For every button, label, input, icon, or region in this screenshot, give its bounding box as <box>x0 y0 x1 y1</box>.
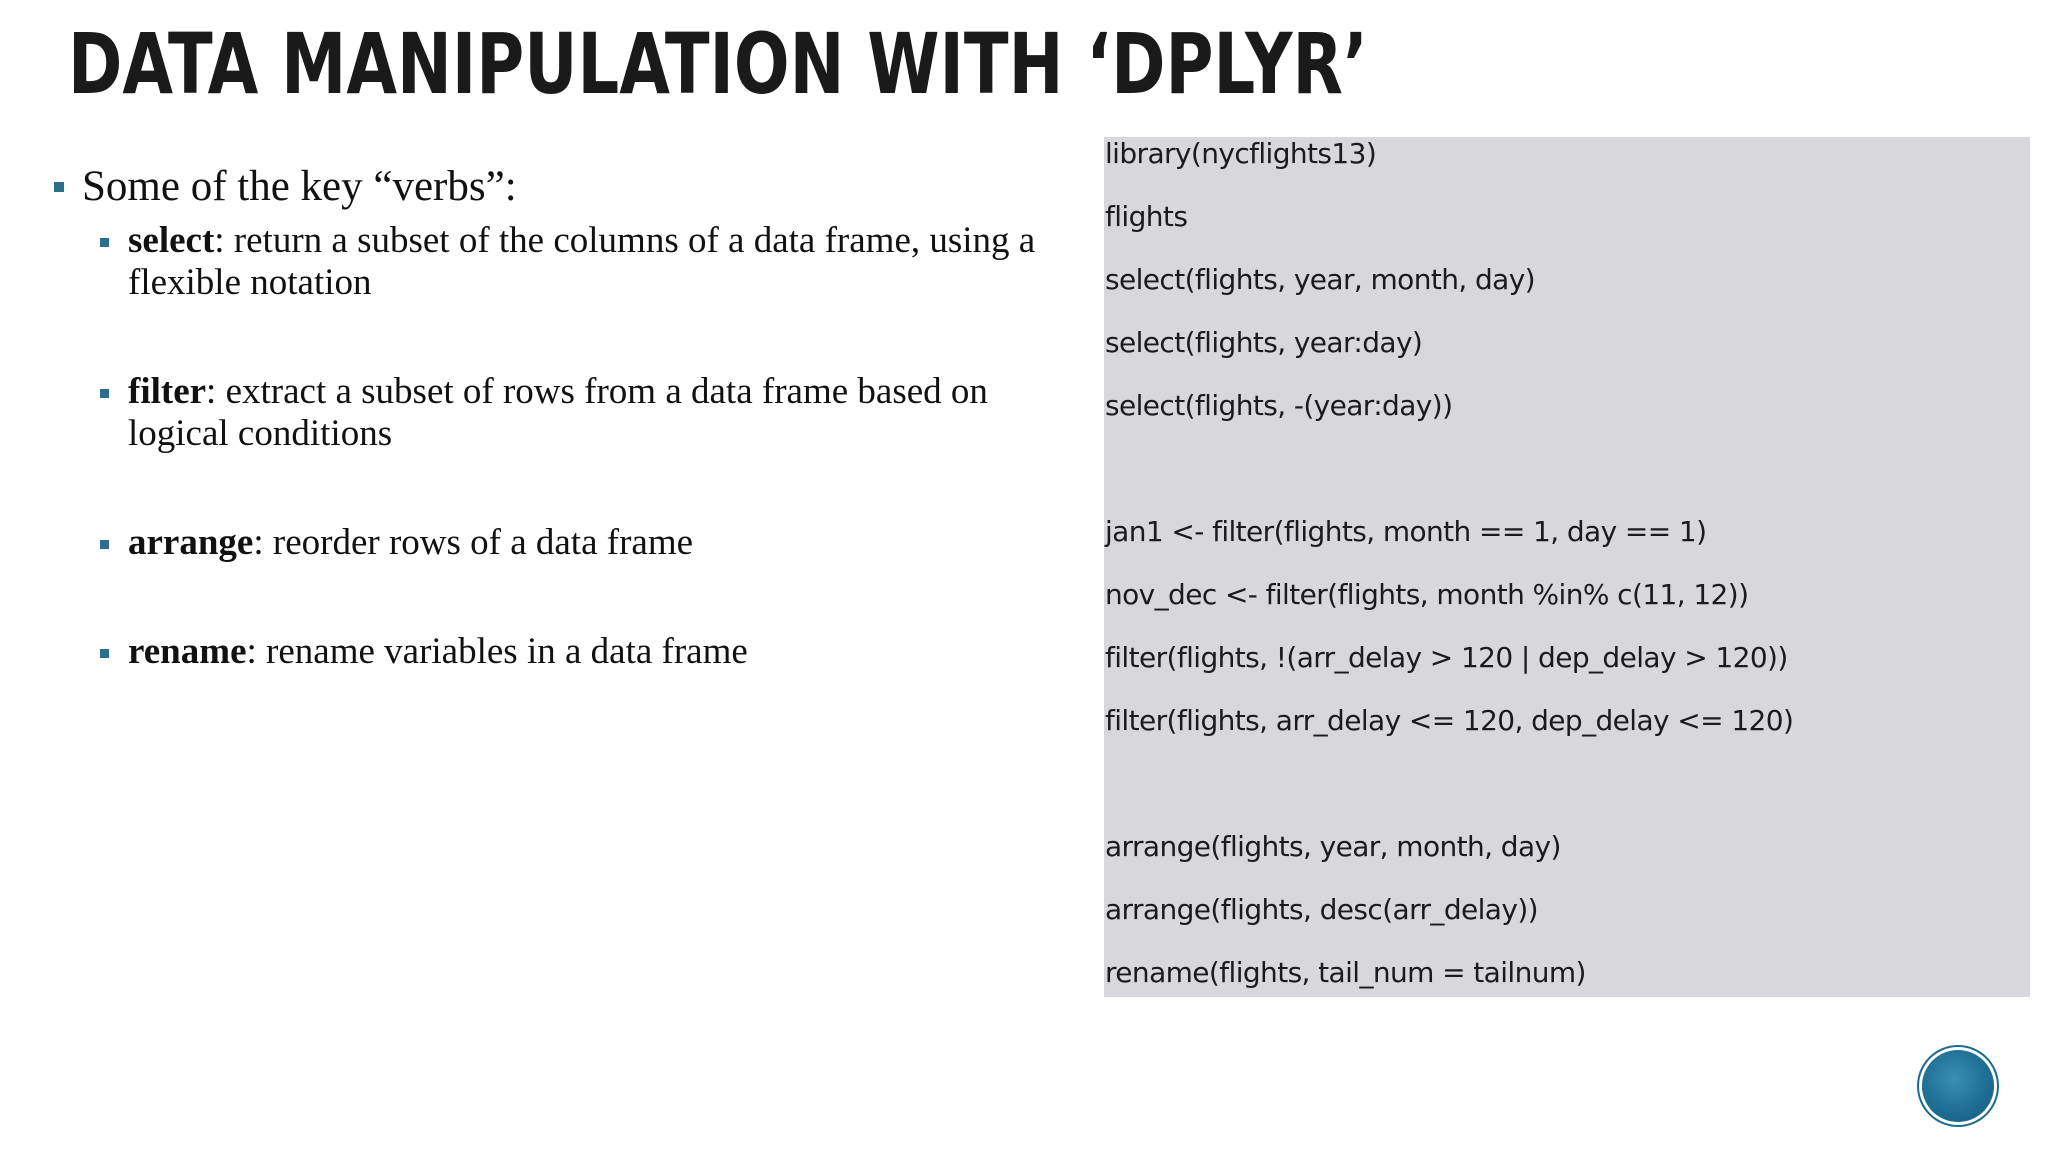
code-line: rename(flights, tail_num = tailnum) <box>1105 956 1586 989</box>
square-bullet-icon <box>54 182 64 192</box>
code-line: filter(flights, !(arr_delay > 120 | dep_delay > 120)) <box>1105 641 1788 674</box>
circle-logo-icon <box>1922 1050 1994 1122</box>
verb-rename <box>98 631 1050 673</box>
intro-text: Some of the key “verbs”: <box>82 163 517 210</box>
verb-desc: : extract a subset of rows from a data frame based on logical conditions <box>128 371 988 454</box>
code-line: select(flights, year, month, day) <box>1105 263 1535 296</box>
code-line: library(nycflights13) <box>1105 137 1377 170</box>
square-bullet-icon <box>100 389 109 398</box>
verb-term: select <box>128 220 215 261</box>
verb-term: arrange <box>128 522 254 563</box>
square-bullet-icon <box>100 540 109 549</box>
verb-filter <box>98 371 1050 455</box>
verb-arrange <box>98 522 1050 564</box>
code-line: nov_dec <- filter(flights, month %in% c(11, 12)) <box>1105 578 1749 611</box>
verb-desc: : rename variables in a data frame <box>246 631 748 672</box>
code-line: filter(flights, arr_delay <= 120, dep_delay <= 120) <box>1105 704 1794 737</box>
verb-desc: : reorder rows of a data frame <box>253 522 694 563</box>
verb-term: filter <box>128 371 207 412</box>
square-bullet-icon <box>100 238 109 247</box>
verb-desc: : return a subset of the columns of a data frame, using a flexible notation <box>128 220 1036 303</box>
bullet-list <box>50 160 1050 673</box>
code-line: flights <box>1105 200 1188 233</box>
code-line: jan1 <- filter(flights, month == 1, day == 1) <box>1105 515 1707 548</box>
code-line: select(flights, -(year:day)) <box>1105 389 1453 422</box>
square-bullet-icon <box>100 649 109 658</box>
slide-title: DATA MANIPULATION WITH ‘DPLYR’ <box>68 15 1368 113</box>
intro-bullet <box>50 160 1050 214</box>
code-line: arrange(flights, year, month, day) <box>1105 830 1561 863</box>
code-panel <box>1104 137 2030 997</box>
code-line: select(flights, year:day) <box>1105 326 1423 359</box>
verb-term: rename <box>128 631 247 672</box>
code-line: arrange(flights, desc(arr_delay)) <box>1105 893 1538 926</box>
verb-select <box>98 220 1050 304</box>
